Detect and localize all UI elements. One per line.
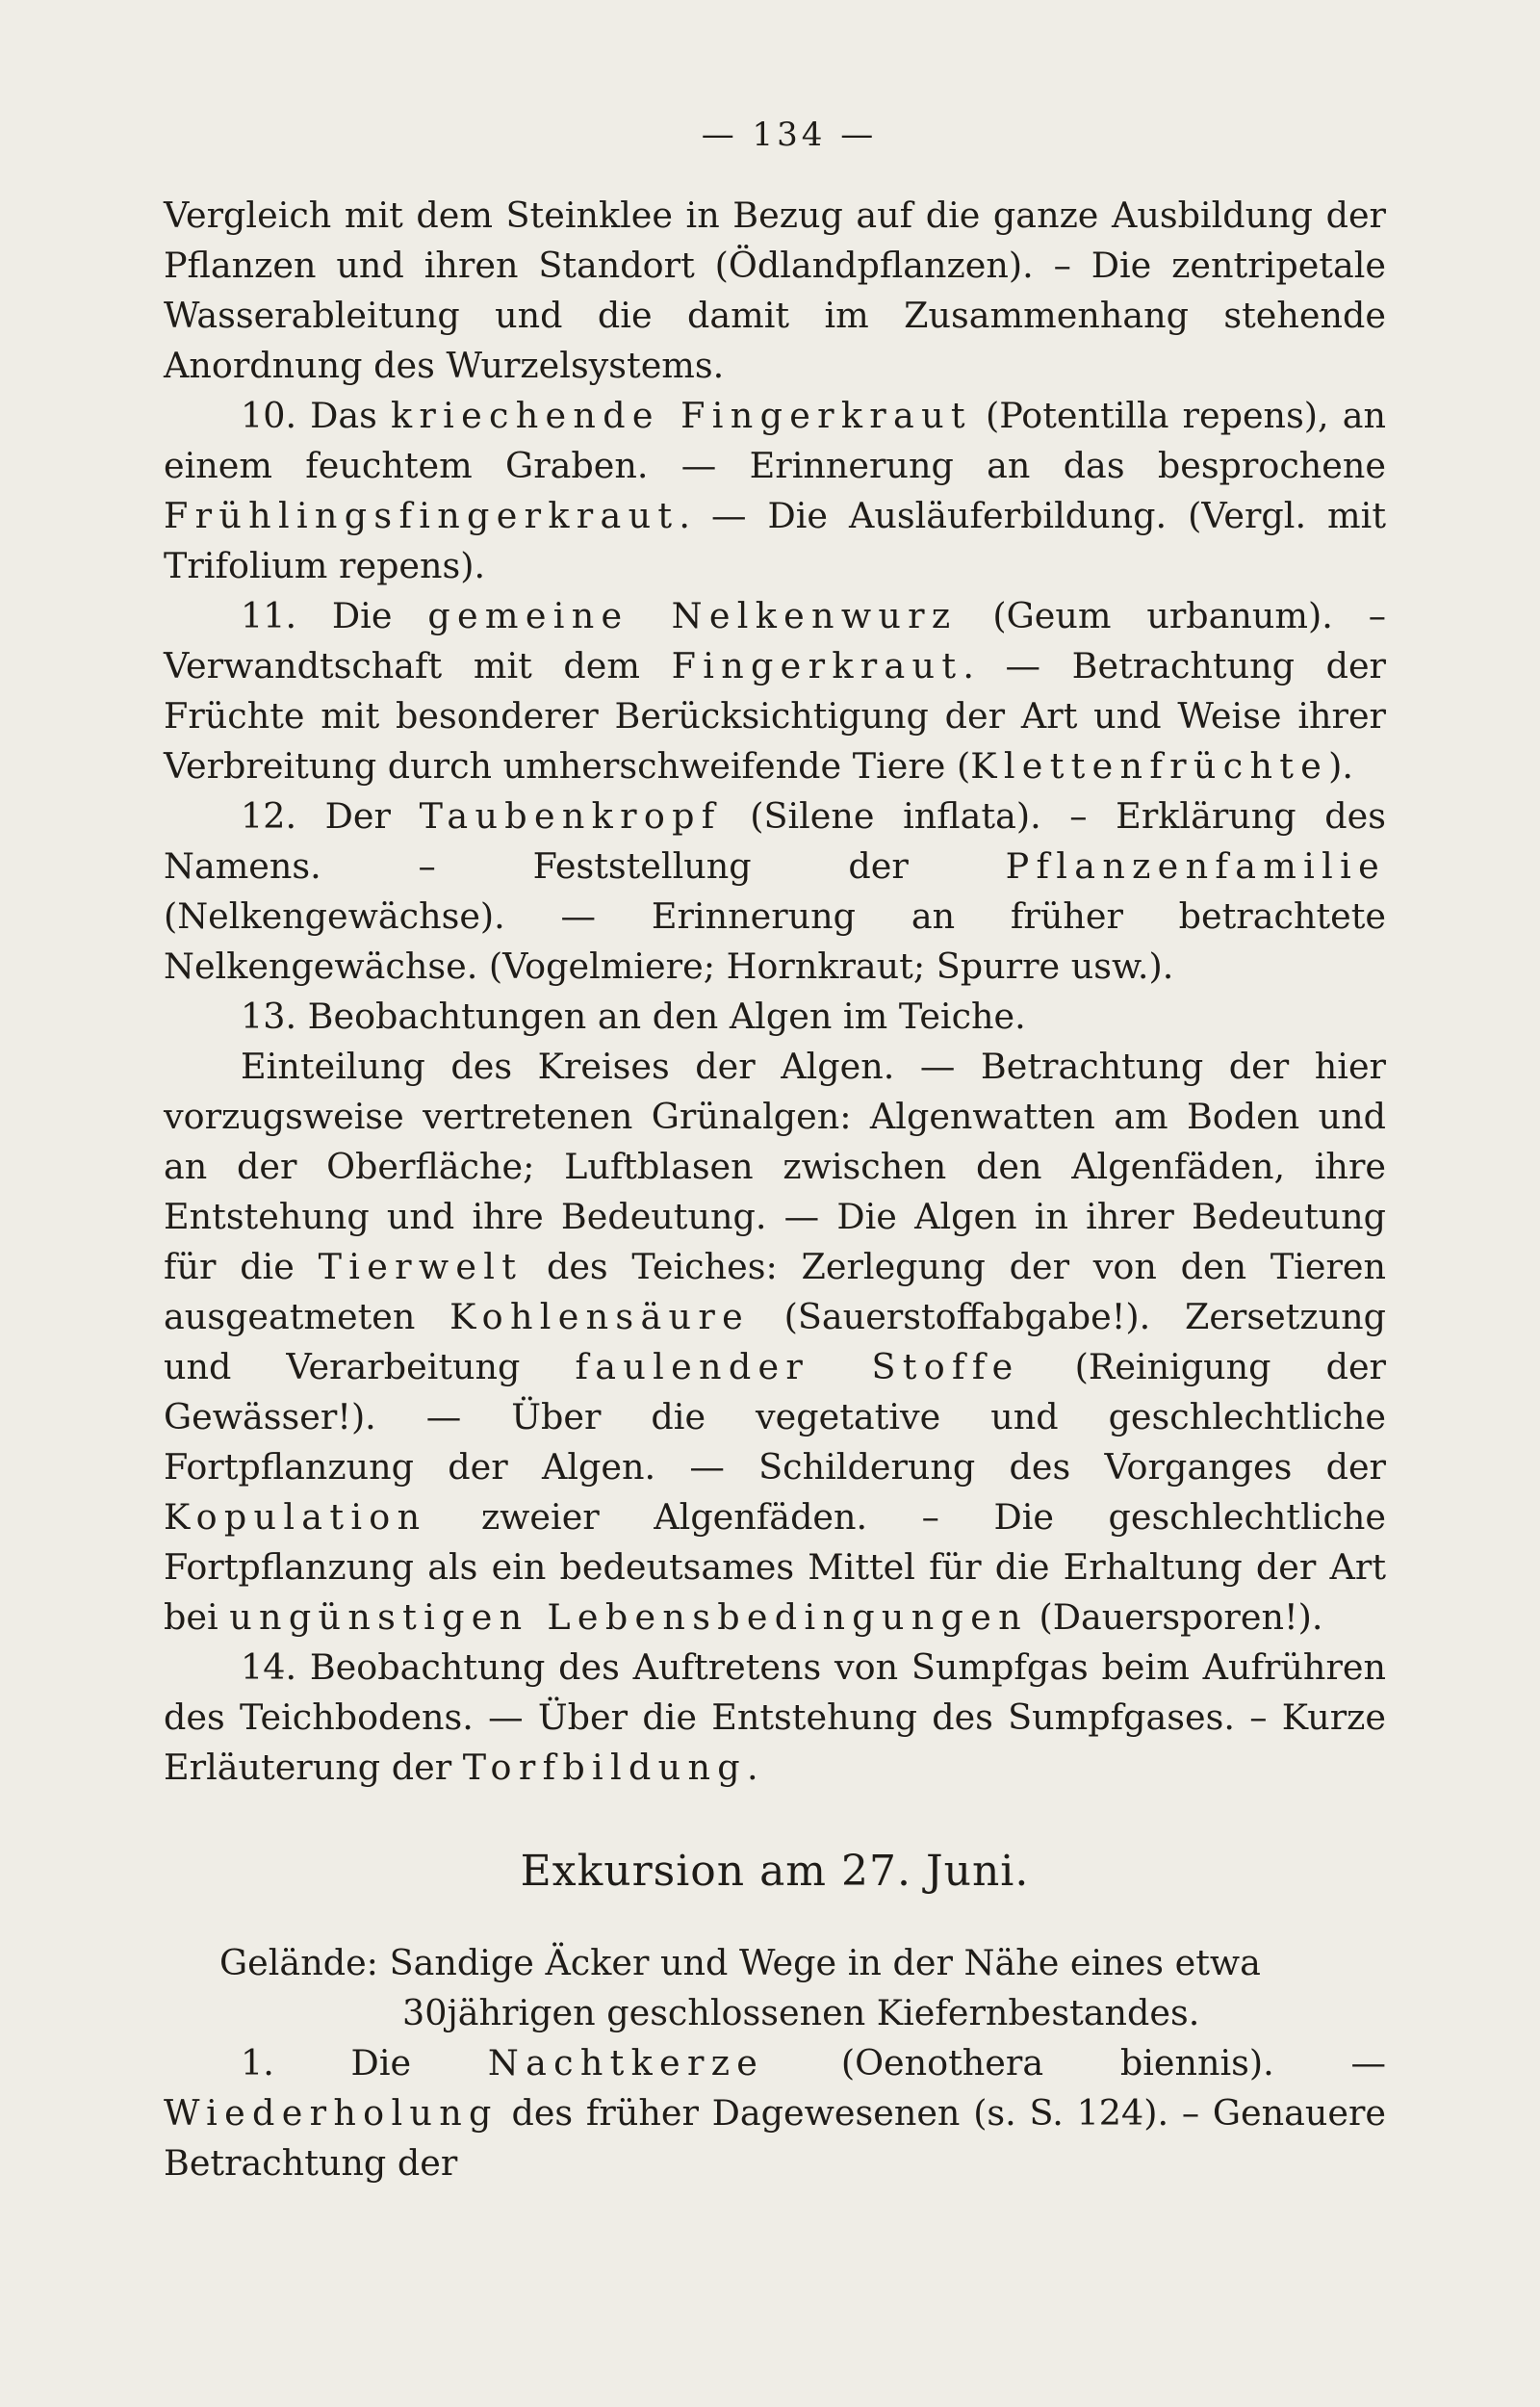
section-title: Exkursion am 27. Juni. xyxy=(520,1847,1030,1896)
item-1-term: Wiederholung xyxy=(164,2092,499,2134)
page-body xyxy=(164,191,1386,1793)
item-1-text: 1. Die xyxy=(241,2042,488,2083)
item-13-body xyxy=(164,1042,1386,1643)
page-number: — 134 — xyxy=(701,116,878,154)
item-1 xyxy=(164,2038,1386,2188)
item-13-text-a: Einteilung des Kreises der Algen. — Betrachtung der hier vorzugsweise vertretenen Grünalgen: Algenwatten am Boden und an der Oberfläche; Luftblasen zwischen den Algenfäden, ihre Entstehung und ihre Bedeutung. — Die Algen in ihrer Bedeutung für die xyxy=(164,1046,1386,1287)
item-10-plant-name-2: Frühlingsfingerkraut xyxy=(164,495,680,536)
item-11-plant-name: gemeine Nelkenwurz xyxy=(427,595,958,636)
item-12-text-3: (Nelkengewächse). — Erinnerung an früher betrachtete Nelkengewächse. (Vogelmiere; Hornkraut; Spurre usw.). xyxy=(164,895,1386,987)
item-14-text: 14. Beobachtung des Auftretens von Sumpfgas beim Aufrühren des Teichbodens. — Über die Entstehung des Sumpfgases. – Kurze Erläuterung der xyxy=(164,1646,1386,1788)
item-11-text-4: ). xyxy=(1328,745,1353,787)
item-13-term-5: ungünstigen Lebensbedingungen xyxy=(229,1596,1028,1638)
item-10-text: 10. Das xyxy=(241,395,391,436)
item-12-text-2: (Silene inflata). – Erklärung des Namens. – Feststellung der xyxy=(164,795,1386,887)
item-11-plant-name-2: Fingerkraut xyxy=(671,645,963,686)
item-13-term-1: Tierwelt xyxy=(318,1246,524,1287)
item-13-term-2: Kohlensäure xyxy=(449,1296,750,1337)
item-13-text-d: (Reinigung der Gewässer!). — Über die vegetative und geschlechtliche Fortpflanzung der Algen. — Schilderung des Vorganges der xyxy=(164,1346,1386,1488)
item-11-text: 11. Die xyxy=(241,595,428,636)
paragraph-continuation: Vergleich mit dem Steinklee in Bezug auf die ganze Ausbildung der Pflanzen und ihren Standort (Ödlandpflanzen). – Die zentripetale Wasserableitung und die damit im Zusammenhang stehende Anordnung des Wurzelsystems. xyxy=(164,194,1386,386)
item-12-term: Pflanzenfamilie xyxy=(1005,845,1386,887)
item-10-text-2: (Potentilla repens), an einem feuchtem Graben. — Erinnerung an das besprochene xyxy=(164,395,1386,486)
item-14-text-2: . xyxy=(746,1747,758,1788)
item-13-term-4: Kopulation xyxy=(164,1496,427,1538)
item-10 xyxy=(164,391,1386,591)
page-body-2 xyxy=(164,2038,1386,2188)
item-14 xyxy=(164,1643,1386,1793)
item-13-heading: 13. Beobachtungen an den Algen im Teiche. xyxy=(241,996,1026,1037)
terrain-line-1: Gelände: Sandige Äcker und Wege in der Nähe eines etwa xyxy=(219,1942,1261,1983)
item-12 xyxy=(164,791,1386,992)
terrain-line-2: 30jährigen geschlossenen Kiefernbestandes. xyxy=(402,1992,1200,2033)
item-13-text-f: (Dauersporen!). xyxy=(1027,1596,1323,1638)
item-13-text-b: des Teiches: Zerlegung der von den Tieren ausgeatmeten xyxy=(164,1246,1387,1337)
item-12-text: 12. Der xyxy=(241,795,420,837)
item-13-text-c: (Sauerstoffabgabe!). Zersetzung und Verarbeitung xyxy=(164,1296,1386,1387)
item-1-text-3: des früher Dagewesenen (s. S. 124). – Genauere Betrachtung der xyxy=(164,2092,1386,2184)
item-11 xyxy=(164,591,1386,791)
item-11-term: Klettenfrüchte xyxy=(970,745,1329,787)
item-10-text-3: . — Die Ausläuferbildung. (Vergl. mit Trifolium repens). xyxy=(164,495,1386,586)
item-14-term: Torfbildung xyxy=(462,1747,747,1788)
item-13-text-e: zweier Algenfäden. – Die geschlechtliche Fortpflanzung als ein bedeutsames Mittel für die Erhaltung der Art bei xyxy=(164,1496,1386,1638)
terrain-description xyxy=(164,1938,1386,2038)
item-11-text-2: (Geum urbanum). – Verwandtschaft mit dem xyxy=(164,595,1386,686)
item-13-term-3: faulender Stoffe xyxy=(575,1346,1020,1387)
item-10-plant-name: kriechende Fingerkraut xyxy=(390,395,972,436)
item-1-plant-name: Nachtkerze xyxy=(487,2042,765,2083)
item-12-plant-name: Taubenkropf xyxy=(419,795,722,837)
item-1-text-2: (Oenothera biennis). — xyxy=(764,2042,1386,2083)
item-11-text-3: . — Betrachtung der Früchte mit besonderer Berücksichtigung der Art und Weise ihrer Verbreitung durch umherschweifende Tiere ( xyxy=(164,645,1387,787)
